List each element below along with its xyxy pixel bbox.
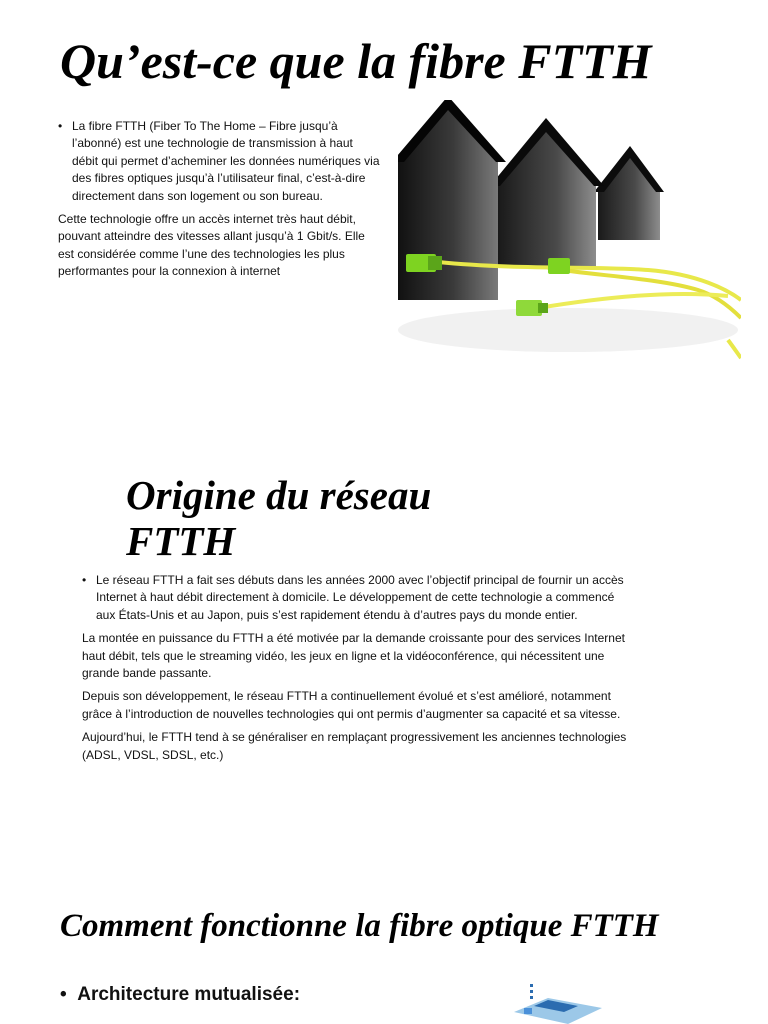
architecture-bullet [60, 984, 300, 1006]
bullet-text: La fibre FTTH (Fiber To The Home – Fibre jusqu’à l’abonné) est une technologie de transmission à haut débit qui permet d’acheminer les données numériques via des fibres optiques jusqu’à l’utilisateur final, c’est-à-dire directement dans son logement ou son bureau. [72, 119, 380, 203]
origine-text-block [82, 572, 628, 770]
bullet-marker: • [58, 119, 63, 133]
bullet-text: Le réseau FTTH a fait ses débuts dans les années 2000 avec l’objectif principal de fournir un accès Internet à haut débit directement à domicile. Le développement de cette technologie a commencé aux États-Unis et au Japon, puis s’est rapidement étendu à d’autres pays du monde entier. [96, 573, 624, 622]
list-item [58, 118, 380, 205]
section-title-ftth: Qu’est-ce que la fibre FTTH [60, 33, 652, 89]
section-title-fonctionnement: Comment fonctionne la fibre optique FTTH [60, 908, 659, 944]
section-title-origine: Origine du réseau FTTH [126, 472, 432, 564]
bullet-marker: • [60, 984, 67, 1005]
intro-text-block [58, 118, 380, 287]
fiber-houses-image [398, 100, 741, 360]
paragraph: La montée en puissance du FTTH a été motivée par la demande croissante pour des services Internet haut débit, tels que le streaming vidéo, les jeux en ligne et la vidéoconférence, qui nécessitent une grande bande passante. [82, 631, 625, 681]
list-item [82, 572, 628, 624]
building-diagram-icon [508, 978, 608, 1024]
paragraph: Depuis son développement, le réseau FTTH a continuellement évolué et s’est amélioré, notamment grâce à l’introduction de nouvelles technologies qui ont permis d’augmenter sa capacité et sa vitesse. [82, 689, 621, 721]
paragraph: Aujourd’hui, le FTTH tend à se généraliser en remplaçant progressivement les anciennes technologies (ADSL, VDSL, SDSL, etc.) [82, 730, 627, 762]
bullet-marker: • [82, 573, 87, 587]
paragraph: Cette technologie offre un accès internet très haut débit, pouvant atteindre des vitesses allant jusqu’à 1 Gbit/s. Elle est considérée comme l’une des technologies les plus performantes pour la connexion à internet [58, 212, 365, 279]
bullet-text: Architecture mutualisée: [77, 984, 301, 1005]
